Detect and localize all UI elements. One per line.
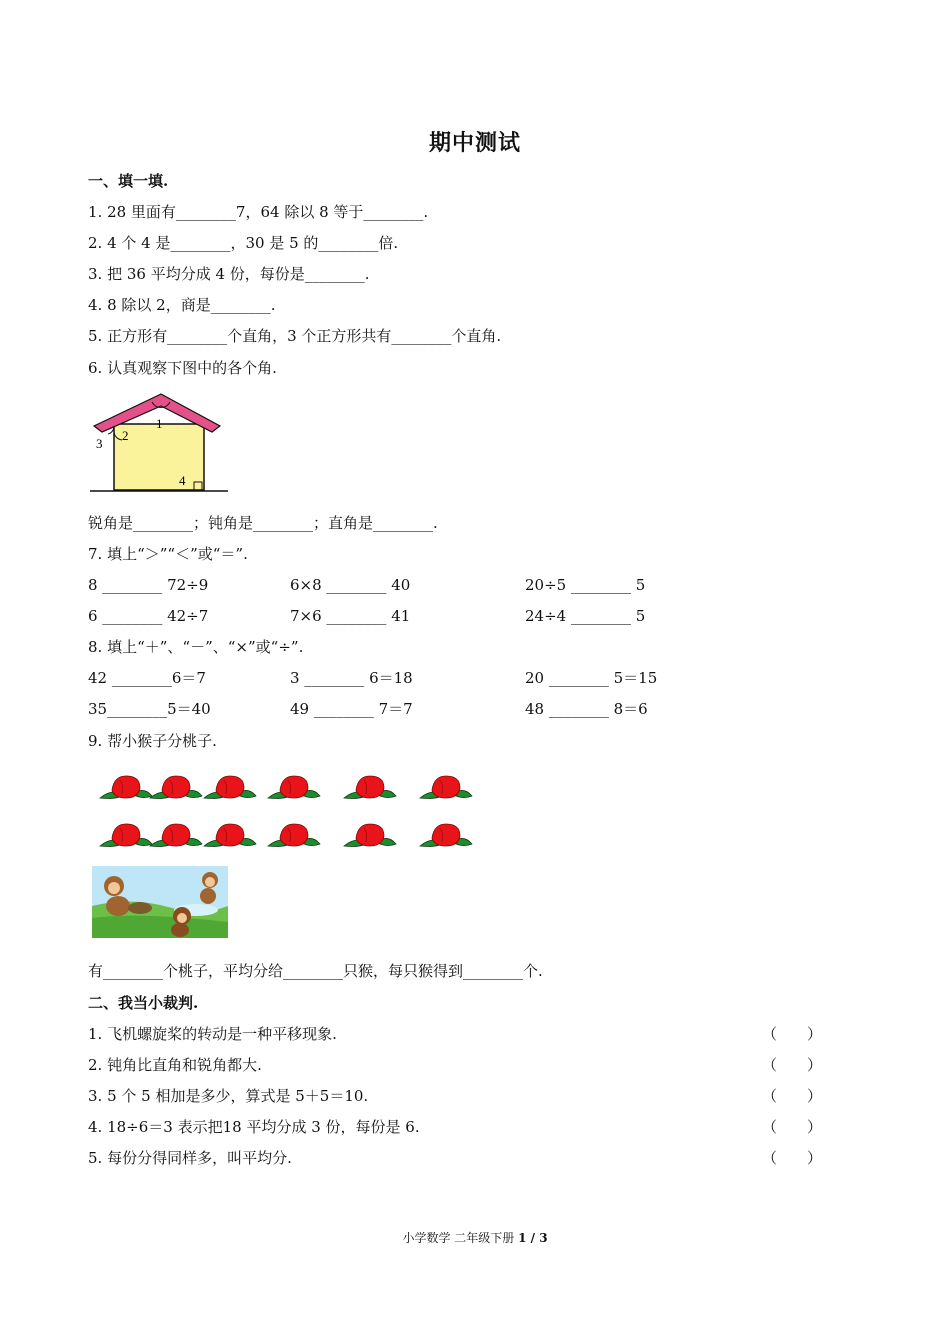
- question-6: 6. 认真观察下图中的各个角.: [88, 359, 277, 377]
- q7-row2-col3: 24÷4 ________ 5: [525, 607, 646, 625]
- question-6-answer: 锐角是________；钝角是________；直角是________.: [88, 514, 438, 532]
- q7-row2-col2: 7×6 ________ 41: [290, 607, 411, 625]
- page-title: 期中测试: [428, 130, 521, 156]
- q8-row1-col1: 42 ________6＝7: [88, 669, 206, 687]
- question-1: 1. 28 里面有________7，64 除以 8 等于________.: [88, 203, 429, 221]
- angle-label-2: 2: [122, 428, 129, 443]
- question-8: 8. 填上“＋”、“－”、“×”或“÷”.: [88, 638, 304, 656]
- judge-answer-1[interactable]: （ ）: [762, 1025, 823, 1043]
- peaches-figure: [96, 770, 486, 860]
- question-3: 3. 把 36 平均分成 4 份，每份是________.: [88, 265, 370, 283]
- q7-row1-col1: 8 ________ 72÷9: [88, 576, 209, 594]
- q7-row1-col3: 20÷5 ________ 5: [525, 576, 646, 594]
- footer-page-number: 1 / 3: [518, 1231, 548, 1245]
- house-angle-figure: [86, 388, 236, 498]
- q8-row1-col2: 3 ________ 6＝18: [290, 669, 413, 687]
- question-7: 7. 填上“＞”“＜”或“＝”.: [88, 545, 248, 563]
- q7-row2-col1: 6 ________ 42÷7: [88, 607, 209, 625]
- judge-answer-3[interactable]: （ ）: [762, 1087, 823, 1105]
- judge-item-3: 3. 5 个 5 相加是多少，算式是 5＋5＝10.: [88, 1087, 369, 1105]
- angle-label-3: 3: [96, 436, 103, 451]
- q8-row2-col1: 35________5＝40: [88, 700, 211, 718]
- question-9: 9. 帮小猴子分桃子.: [88, 732, 217, 750]
- question-9-answer: 有________个桃子，平均分给________只猴，每只猴得到________个.: [88, 962, 543, 980]
- judge-item-4: 4. 18÷6＝3 表示把18 平均分成 3 份，每份是 6.: [88, 1118, 420, 1136]
- q8-row1-col3: 20 ________ 5＝15: [525, 669, 658, 687]
- question-4: 4. 8 除以 2，商是________.: [88, 296, 276, 314]
- judge-answer-2[interactable]: （ ）: [762, 1056, 823, 1074]
- q8-row2-col3: 48 ________ 8＝6: [525, 700, 648, 718]
- judge-answer-5[interactable]: （ ）: [762, 1149, 823, 1167]
- monkeys-image: [92, 866, 228, 938]
- judge-answer-4[interactable]: （ ）: [762, 1118, 823, 1136]
- footer-text: 小学数学 二年级下册: [402, 1231, 515, 1245]
- angle-label-4: 4: [179, 473, 186, 488]
- judge-item-1: 1. 飞机螺旋桨的转动是一种平移现象.: [88, 1025, 337, 1043]
- angle-label-1: 1: [156, 416, 163, 431]
- section1-heading: 一、填一填.: [88, 172, 169, 190]
- q8-row2-col2: 49 ________ 7＝7: [290, 700, 413, 718]
- question-5: 5. 正方形有________个直角，3 个正方形共有________个直角.: [88, 327, 502, 345]
- question-2: 2. 4 个 4 是________，30 是 5 的________倍.: [88, 234, 399, 252]
- judge-item-2: 2. 钝角比直角和锐角都大.: [88, 1056, 262, 1074]
- q7-row1-col2: 6×8 ________ 40: [290, 576, 411, 594]
- judge-item-5: 5. 每份分得同样多，叫平均分.: [88, 1149, 292, 1167]
- section2-heading: 二、我当小裁判.: [88, 994, 199, 1012]
- page-footer: [0, 1229, 950, 1246]
